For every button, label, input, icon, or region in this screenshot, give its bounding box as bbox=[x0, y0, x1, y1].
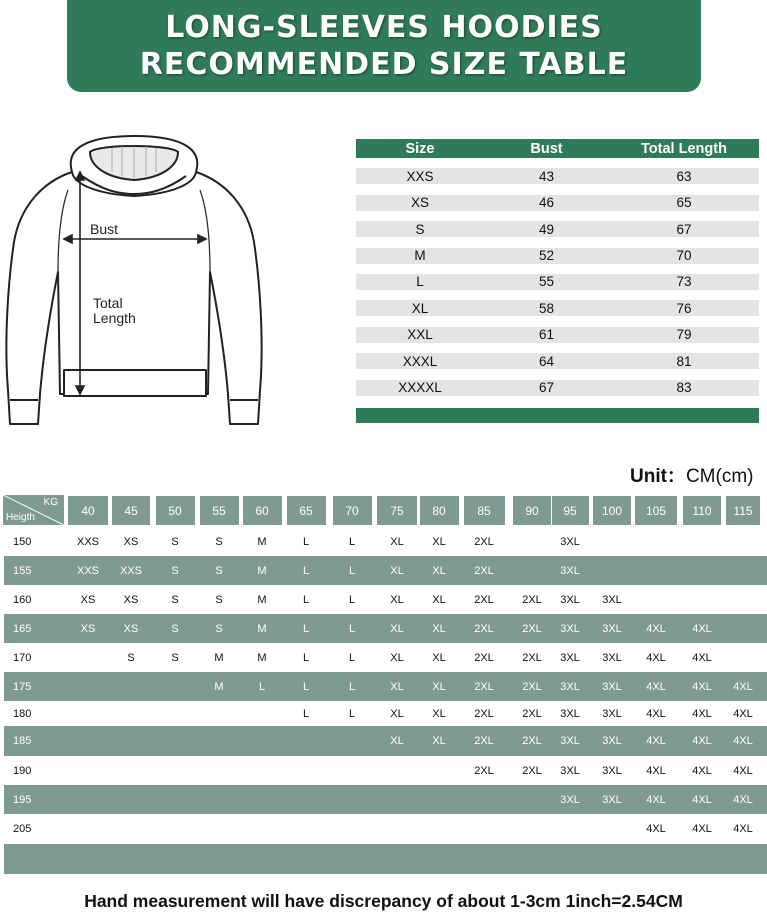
size-row bbox=[356, 195, 759, 211]
height-cell: 190 bbox=[13, 764, 32, 777]
height-row bbox=[0, 814, 767, 844]
size-recommendation-cell: XL bbox=[432, 651, 446, 664]
size-row bbox=[356, 327, 759, 343]
size-recommendation-cell: L bbox=[302, 564, 310, 577]
height-cell: 155 bbox=[13, 564, 32, 577]
size-recommendation-cell: S bbox=[215, 535, 223, 548]
size-recommendation-cell: 2XL bbox=[522, 764, 542, 777]
bust-cell: 52 bbox=[538, 248, 555, 264]
size-recommendation-cell: 4XL bbox=[646, 651, 666, 664]
bust-cell: 55 bbox=[538, 274, 555, 290]
size-recommendation-cell: XL bbox=[432, 564, 446, 577]
size-table-header bbox=[356, 139, 759, 158]
corner-kg-label: KG bbox=[43, 497, 58, 508]
title-line-1: LONG-SLEEVES HOODIES bbox=[165, 10, 603, 45]
size-recommendation-cell: XL bbox=[390, 622, 404, 635]
size-recommendation-cell: 3XL bbox=[602, 622, 622, 635]
size-recommendation-cell: L bbox=[348, 564, 356, 577]
size-recommendation-cell: XS bbox=[80, 593, 96, 606]
size-recommendation-cell: 3XL bbox=[560, 651, 580, 664]
size-recommendation-cell: 4XL bbox=[733, 707, 753, 720]
height-cell: 150 bbox=[13, 535, 32, 548]
size-recommendation-cell: 3XL bbox=[560, 707, 580, 720]
height-cell: 180 bbox=[13, 707, 32, 720]
height-cell: 165 bbox=[13, 622, 32, 635]
weight-header-cell: 60 bbox=[243, 496, 282, 525]
size-recommendation-cell: M bbox=[257, 535, 267, 548]
size-recommendation-cell: 4XL bbox=[646, 823, 666, 835]
length-cell: 63 bbox=[676, 168, 692, 184]
size-recommendation-cell: L bbox=[348, 707, 356, 720]
length-cell: 81 bbox=[676, 353, 692, 369]
weight-header-cell: 105 bbox=[635, 496, 677, 525]
size-recommendation-cell: S bbox=[215, 564, 223, 577]
size-recommendation-cell: S bbox=[171, 622, 179, 635]
size-row bbox=[356, 274, 759, 290]
size-recommendation-cell: XXS bbox=[119, 564, 143, 577]
measurement-note: Hand measurement will have discrepancy of about 1-3cm 1inch=2.54CM bbox=[84, 891, 683, 911]
size-cell: S bbox=[415, 221, 425, 237]
height-row bbox=[0, 701, 767, 726]
size-row bbox=[356, 353, 759, 369]
size-recommendation-cell: 2XL bbox=[522, 651, 542, 664]
size-recommendation-cell: XL bbox=[432, 707, 446, 720]
bust-cell: 58 bbox=[538, 300, 555, 316]
size-recommendation-cell: L bbox=[348, 593, 356, 606]
size-recommendation-cell: S bbox=[171, 535, 179, 548]
size-recommendation-cell: 2XL bbox=[474, 535, 494, 548]
weight-header-cell: 115 bbox=[726, 496, 760, 525]
height-row bbox=[4, 614, 767, 643]
size-recommendation-cell: 2XL bbox=[522, 593, 542, 606]
size-recommendation-cell: 4XL bbox=[692, 823, 712, 835]
size-recommendation-cell: 2XL bbox=[474, 564, 494, 577]
weight-header-cell: 65 bbox=[287, 496, 326, 525]
length-cell: 73 bbox=[676, 274, 692, 290]
weight-header-cell: 100 bbox=[593, 496, 631, 525]
size-cell: XL bbox=[411, 300, 429, 316]
grid-corner bbox=[3, 495, 64, 525]
size-table bbox=[356, 139, 759, 423]
size-recommendation-cell: 3XL bbox=[602, 707, 622, 720]
height-row bbox=[4, 556, 767, 585]
bust-header: Bust bbox=[530, 140, 563, 157]
height-cell: 160 bbox=[13, 593, 32, 606]
size-recommendation-cell: 3XL bbox=[602, 651, 622, 664]
size-recommendation-cell: 2XL bbox=[474, 651, 494, 664]
size-recommendation-cell: 3XL bbox=[602, 735, 622, 747]
hoodie-illustration bbox=[2, 132, 270, 428]
size-recommendation-cell: 3XL bbox=[560, 735, 580, 747]
size-recommendation-cell: 2XL bbox=[474, 680, 494, 693]
size-recommendation-cell: 4XL bbox=[692, 651, 712, 664]
unit-prefix: Unit： bbox=[630, 466, 686, 487]
size-cell: L bbox=[416, 274, 424, 290]
grid-footer bbox=[4, 844, 767, 874]
size-recommendation-cell: M bbox=[214, 651, 224, 664]
size-recommendation-cell: 3XL bbox=[560, 622, 580, 635]
size-recommendation-cell: 4XL bbox=[646, 622, 666, 635]
unit-value: CM(cm) bbox=[685, 466, 754, 487]
weight-header-cell: 50 bbox=[156, 496, 195, 525]
size-recommendation-cell: 4XL bbox=[646, 764, 666, 777]
size-recommendation-cell: XL bbox=[432, 622, 446, 635]
size-recommendation-cell: 3XL bbox=[560, 564, 580, 577]
size-recommendation-cell: S bbox=[171, 593, 179, 606]
height-row bbox=[0, 756, 767, 785]
size-header: Size bbox=[405, 140, 435, 157]
size-recommendation-cell: 2XL bbox=[474, 593, 494, 606]
height-row bbox=[0, 643, 767, 672]
size-cell: M bbox=[414, 248, 426, 264]
size-recommendation-cell: XL bbox=[432, 535, 446, 548]
size-recommendation-cell: XL bbox=[390, 535, 404, 548]
corner-height-label: Heigth bbox=[6, 512, 35, 523]
size-recommendation-cell: 4XL bbox=[733, 735, 753, 747]
size-recommendation-cell: 3XL bbox=[602, 680, 622, 693]
size-recommendation-cell: M bbox=[257, 622, 267, 635]
length-cell: 83 bbox=[676, 380, 692, 396]
size-recommendation-cell: XL bbox=[390, 680, 404, 693]
weight-header-cell: 95 bbox=[552, 496, 589, 525]
size-recommendation-cell: M bbox=[257, 564, 267, 577]
size-recommendation-cell: XL bbox=[390, 564, 404, 577]
length-header: Total Length bbox=[641, 140, 727, 157]
height-row bbox=[4, 726, 767, 756]
length-cell: 76 bbox=[676, 300, 692, 316]
size-recommendation-cell: 3XL bbox=[602, 764, 622, 777]
length-label-line-2: Length bbox=[93, 310, 136, 326]
size-recommendation-cell: XL bbox=[390, 735, 404, 747]
hoodie-drawing bbox=[2, 132, 270, 428]
size-recommendation-cell: L bbox=[348, 535, 356, 548]
size-recommendation-cell: XXS bbox=[76, 564, 100, 577]
size-recommendation-cell: S bbox=[171, 651, 179, 664]
weight-header-cell: 80 bbox=[420, 496, 459, 525]
height-row bbox=[4, 672, 767, 701]
size-recommendation-cell: L bbox=[348, 680, 356, 693]
weight-header-cell: 90 bbox=[513, 496, 551, 525]
height-cell: 185 bbox=[13, 735, 32, 747]
size-row bbox=[356, 380, 759, 396]
size-recommendation-cell: 3XL bbox=[602, 793, 622, 806]
length-cell: 79 bbox=[676, 327, 692, 343]
size-recommendation-cell: 2XL bbox=[522, 707, 542, 720]
size-recommendation-cell: 4XL bbox=[692, 793, 712, 806]
bust-cell: 49 bbox=[538, 221, 555, 237]
size-recommendation-cell: M bbox=[257, 651, 267, 664]
size-recommendation-cell: L bbox=[348, 622, 356, 635]
size-recommendation-cell: XL bbox=[390, 651, 404, 664]
size-recommendation-cell: L bbox=[348, 651, 356, 664]
unit-label bbox=[630, 461, 753, 488]
size-recommendation-cell: 2XL bbox=[522, 735, 542, 747]
size-recommendation-cell: L bbox=[302, 680, 310, 693]
size-recommendation-cell: 4XL bbox=[646, 680, 666, 693]
size-recommendation-cell: 3XL bbox=[560, 764, 580, 777]
size-recommendation-cell: 4XL bbox=[692, 680, 712, 693]
size-recommendation-cell: L bbox=[302, 593, 310, 606]
size-cell: XXXXL bbox=[398, 380, 442, 396]
size-recommendation-cell: 4XL bbox=[692, 707, 712, 720]
size-recommendation-cell: L bbox=[302, 707, 310, 720]
size-recommendation-cell: 4XL bbox=[646, 793, 666, 806]
size-recommendation-cell: XXS bbox=[76, 535, 100, 548]
size-cell: XS bbox=[410, 195, 429, 211]
size-recommendation-cell: XL bbox=[432, 735, 446, 747]
size-recommendation-cell: 4XL bbox=[733, 823, 753, 835]
size-table-footer bbox=[356, 408, 759, 423]
weight-header-cell: 75 bbox=[377, 496, 417, 525]
height-row bbox=[0, 527, 767, 556]
size-row bbox=[356, 168, 759, 184]
bust-cell: 64 bbox=[538, 353, 555, 369]
size-recommendation-cell: 2XL bbox=[522, 622, 542, 635]
size-recommendation-cell: 3XL bbox=[560, 593, 580, 606]
weight-header-cell: 40 bbox=[68, 496, 108, 525]
length-cell: 70 bbox=[676, 248, 692, 264]
size-recommendation-cell: S bbox=[215, 622, 223, 635]
size-recommendation-cell: 3XL bbox=[602, 593, 622, 606]
size-recommendation-cell: XL bbox=[390, 707, 404, 720]
size-recommendation-cell: S bbox=[127, 651, 135, 664]
size-recommendation-cell: S bbox=[171, 564, 179, 577]
size-recommendation-cell: L bbox=[302, 651, 310, 664]
size-recommendation-cell: XS bbox=[80, 622, 96, 635]
size-recommendation-cell: XL bbox=[432, 593, 446, 606]
height-cell: 195 bbox=[13, 793, 32, 806]
size-recommendation-cell: 4XL bbox=[692, 735, 712, 747]
size-recommendation-cell: 4XL bbox=[733, 764, 753, 777]
weight-header-cell: 45 bbox=[112, 496, 150, 525]
size-recommendation-cell: 4XL bbox=[733, 793, 753, 806]
weight-header-cell: 55 bbox=[200, 496, 239, 525]
size-cell: XXXL bbox=[402, 353, 438, 369]
height-row bbox=[4, 785, 767, 814]
size-recommendation-cell: M bbox=[214, 680, 224, 693]
weight-header-cell: 85 bbox=[464, 496, 505, 525]
size-recommendation-cell: 2XL bbox=[522, 680, 542, 693]
size-recommendation-cell: 2XL bbox=[474, 707, 494, 720]
size-recommendation-cell: 2XL bbox=[474, 735, 494, 747]
size-recommendation-cell: 3XL bbox=[560, 535, 580, 548]
size-recommendation-cell: XS bbox=[123, 535, 139, 548]
size-recommendation-cell: 2XL bbox=[474, 622, 494, 635]
size-recommendation-cell: S bbox=[215, 593, 223, 606]
bust-cell: 61 bbox=[538, 327, 555, 343]
size-recommendation-cell: L bbox=[302, 535, 310, 548]
size-recommendation-cell: 4XL bbox=[646, 735, 666, 747]
size-recommendation-cell: 4XL bbox=[646, 707, 666, 720]
height-cell: 205 bbox=[13, 823, 32, 835]
title-banner bbox=[67, 0, 701, 92]
length-cell: 65 bbox=[676, 195, 692, 211]
height-cell: 170 bbox=[13, 651, 32, 664]
size-recommendation-cell: XS bbox=[123, 622, 139, 635]
title-line-2: RECOMMENDED SIZE TABLE bbox=[139, 47, 629, 82]
size-recommendation-cell: XL bbox=[432, 680, 446, 693]
size-recommendation-cell: 3XL bbox=[560, 680, 580, 693]
grid-header bbox=[0, 495, 767, 527]
size-cell: XXL bbox=[407, 327, 433, 343]
bust-cell: 46 bbox=[538, 195, 555, 211]
bust-cell: 67 bbox=[538, 380, 555, 396]
bust-cell: 43 bbox=[538, 168, 555, 184]
size-recommendation-cell: 4XL bbox=[692, 764, 712, 777]
size-row bbox=[356, 221, 759, 237]
size-recommendation-cell: 4XL bbox=[692, 622, 712, 635]
length-label-line-1: Total bbox=[93, 295, 123, 311]
size-cell: XXS bbox=[406, 168, 434, 184]
size-recommendation-cell: XS bbox=[123, 593, 139, 606]
height-row bbox=[0, 585, 767, 614]
size-row bbox=[356, 248, 759, 264]
size-recommendation-cell: 2XL bbox=[474, 764, 494, 777]
size-recommendation-cell: 4XL bbox=[733, 680, 753, 693]
height-cell: 175 bbox=[13, 680, 32, 693]
bust-label: Bust bbox=[90, 221, 119, 237]
length-cell: 67 bbox=[676, 221, 692, 237]
height-weight-grid bbox=[0, 495, 767, 874]
size-recommendation-cell: L bbox=[302, 622, 310, 635]
size-recommendation-cell: XL bbox=[390, 593, 404, 606]
weight-header-cell: 70 bbox=[333, 496, 372, 525]
weight-header-cell: 110 bbox=[683, 496, 721, 525]
size-row bbox=[356, 300, 759, 316]
size-recommendation-cell: L bbox=[258, 680, 266, 693]
size-recommendation-cell: M bbox=[257, 593, 267, 606]
size-recommendation-cell: 3XL bbox=[560, 793, 580, 806]
